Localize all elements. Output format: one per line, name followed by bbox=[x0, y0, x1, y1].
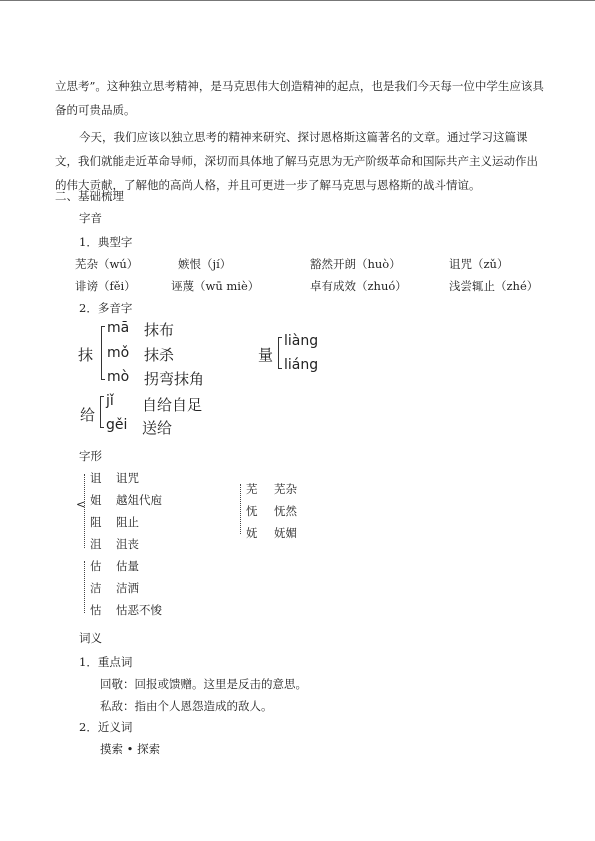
zixing-word: 阻止 bbox=[116, 515, 139, 529]
zixing-char: 沮 bbox=[90, 537, 102, 551]
typical-item: 嫉恨（jí） bbox=[178, 257, 232, 271]
zixing-word: 妩媚 bbox=[274, 526, 297, 540]
zixing-char: 阻 bbox=[90, 515, 102, 529]
brace bbox=[278, 337, 282, 369]
pinyin: gěi bbox=[106, 417, 128, 433]
polyphone-label: 2．多音字 bbox=[79, 301, 133, 315]
word: 送给 bbox=[142, 419, 173, 437]
pinyin: mā bbox=[107, 320, 130, 336]
zixing-char: 妩 bbox=[246, 526, 258, 540]
zixing-word: 怃然 bbox=[274, 504, 297, 518]
typical-item: 诅咒（zǔ） bbox=[449, 257, 509, 271]
zixing-char: 估 bbox=[90, 559, 102, 573]
pinyin: liàng bbox=[284, 333, 319, 349]
zixing-char: 姐 bbox=[90, 493, 102, 507]
zixing-word: 估量 bbox=[116, 559, 139, 573]
word: 抹杀 bbox=[144, 346, 175, 364]
zixing-char: 怃 bbox=[246, 504, 258, 518]
word: 自给自足 bbox=[142, 396, 203, 414]
key-word-item: 回敬：回报或馈赠。这里是反击的意思。 bbox=[100, 677, 307, 691]
brace bbox=[240, 484, 244, 534]
zixing-word: 诅咒 bbox=[116, 471, 139, 485]
pinyin: mǒ bbox=[107, 345, 130, 361]
zixing-word: 洁洒 bbox=[116, 581, 139, 595]
zixing-char: 芜 bbox=[246, 482, 258, 496]
zixing-char: 怙 bbox=[90, 603, 102, 617]
zixing-label: 字形 bbox=[79, 449, 102, 463]
typical-item: 豁然开朗（huò） bbox=[310, 257, 401, 271]
section-title: 二、基础梳理 bbox=[55, 189, 124, 203]
key-words-label: 1．重点词 bbox=[79, 655, 133, 669]
polyphone-char-gei: 给 bbox=[80, 406, 96, 424]
pinyin: jǐ bbox=[106, 393, 114, 409]
polyphone-char-liang: 量 bbox=[258, 346, 274, 364]
intro-paragraph-2: 今天，我们应该以独立思考的精神来研究、探讨恩格斯这篇著名的文章。通过学习这篇课文，我们就能走近革命导师，深切而具体地了解马克思为无产阶级革命和国际共产主义运动作出的伟大贡献，了解他的高尚人格，并且可更进一步了解马克思与恩格斯的战斗情谊。 bbox=[55, 130, 538, 192]
typical-item: 诬蔑（wū miè） bbox=[171, 279, 260, 293]
brace bbox=[84, 474, 88, 548]
zixing-word: 沮丧 bbox=[116, 537, 139, 551]
zixing-word: 越俎代庖 bbox=[116, 493, 162, 507]
key-word-item: 私敌：指由个人恩怨造成的敌人。 bbox=[100, 699, 273, 713]
word: 抹布 bbox=[144, 321, 175, 339]
brace bbox=[84, 561, 88, 613]
pinyin: liáng bbox=[284, 357, 319, 373]
typical-item: 芜杂（wú） bbox=[75, 257, 139, 271]
brace bbox=[101, 326, 105, 380]
ziyin-label: 字音 bbox=[79, 211, 102, 225]
zixing-char: 洁 bbox=[90, 581, 102, 595]
zixing-word: 怙恶不悛 bbox=[116, 603, 162, 617]
brace-mark: < bbox=[76, 497, 86, 511]
typical-item: 卓有成效（zhuó） bbox=[310, 279, 407, 293]
polyphone-char-mo: 抹 bbox=[78, 346, 94, 364]
typical-label: 1．典型字 bbox=[79, 235, 133, 249]
synonym-label: 2．近义词 bbox=[79, 720, 133, 734]
intro-paragraph-1: 立思考”。这种独立思考精神，是马克思伟大创造精神的起点，也是我们今天每一位中学生应该具备的可贵品质。 bbox=[55, 79, 544, 117]
brace bbox=[100, 396, 104, 428]
pinyin: mò bbox=[107, 369, 130, 385]
synonym-item: 摸索 • 探索 bbox=[100, 742, 161, 756]
typical-item: 浅尝辄止（zhé） bbox=[449, 279, 539, 293]
zixing-char: 诅 bbox=[90, 471, 102, 485]
header-rule bbox=[0, 0, 595, 1]
zixing-word: 芜杂 bbox=[274, 482, 297, 496]
word: 拐弯抹角 bbox=[144, 370, 205, 388]
typical-item: 诽谤（fěi） bbox=[75, 279, 136, 293]
ciyi-label: 词义 bbox=[79, 631, 102, 645]
intro-block bbox=[55, 74, 545, 197]
